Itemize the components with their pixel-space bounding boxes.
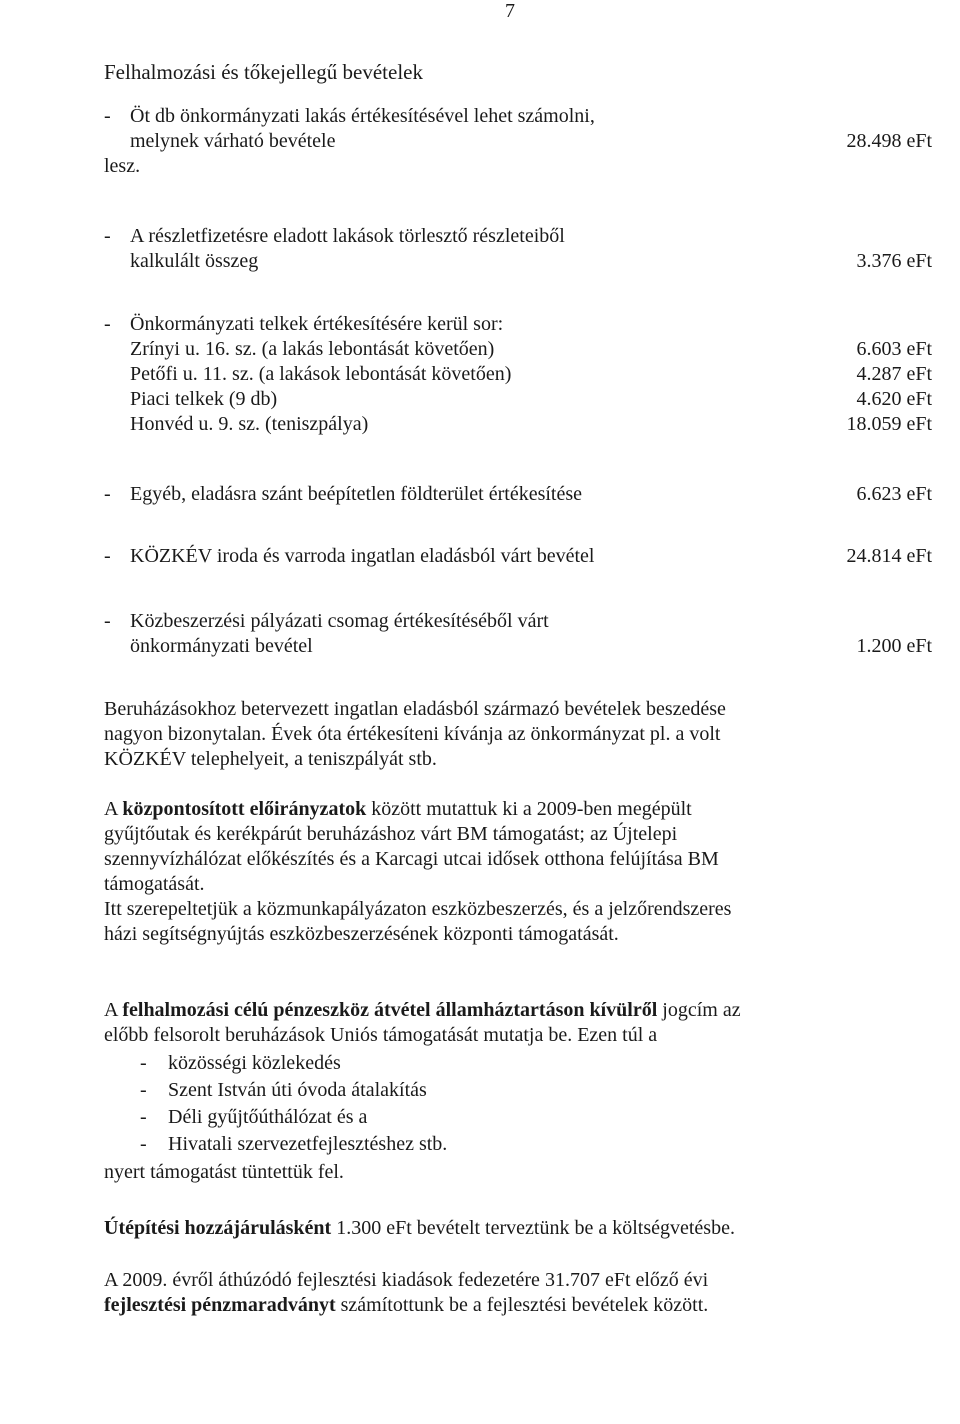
list-item <box>104 544 932 569</box>
list-item: - közösségi közlekedés <box>140 1052 341 1074</box>
list-item <box>104 482 932 507</box>
sub-item-amount: 4.287 eFt <box>856 363 932 385</box>
item-text: Öt db önkormányzati lakás értékesítésével lehet számolni, melynek várható bevétele <box>130 105 595 152</box>
bullet-dash: - <box>104 483 111 505</box>
item-text: KÖZKÉV iroda és varroda ingatlan eladásból várt bevétel <box>130 545 595 567</box>
item-text: Egyéb, eladásra szánt beépítetlen földterület értékesítése <box>130 483 583 505</box>
bold-term: központosított előirányzatok <box>122 798 367 820</box>
paragraph-tail: nyert támogatást tüntettük fel. <box>104 1161 344 1183</box>
bullet-dash: - <box>104 545 111 567</box>
paragraph: A központosított előirányzatok között mutattuk ki a 2009-ben megépült gyűjtőutak és kerékpárút beruházáshoz várt BM támogatást; az Újtelepi szennyvízhálózat előkészítés és a Karcagi utcai idősek otthona felújítása BM támogatását. Itt szerepeltetjük a közmunkapályázaton eszközbeszerzés, és a jelzőrendszeres házi segítségnyújtás eszközbeszerzésének központi támogatását. <box>104 798 732 945</box>
sub-item-text: Piaci telkek (9 db) <box>130 388 278 410</box>
item-amount: 3.376 eFt <box>856 250 932 272</box>
item-intro: Önkormányzati telkek értékesítésére kerül sor: <box>130 313 504 335</box>
page-number: 7 <box>505 0 515 22</box>
list-item <box>104 312 932 437</box>
sub-item-amount: 4.620 eFt <box>856 388 932 410</box>
item-amount: 28.498 eFt <box>846 130 932 152</box>
paragraph: Beruházásokhoz betervezett ingatlan eladásból származó bevételek beszedése nagyon bizonytalan. Évek óta értékesíteni kívánja az önkormányzat pl. a volt KÖZKÉV telephelyeit, a teniszpályát stb. <box>104 698 726 770</box>
sub-item-text: Zrínyi u. 16. sz. (a lakás lebontását követően) <box>130 338 495 360</box>
list-item: - Szent István úti óvoda átalakítás <box>140 1079 427 1101</box>
bullet-dash: - <box>104 105 111 127</box>
item-amount: 6.623 eFt <box>856 483 932 505</box>
sub-item-text: Honvéd u. 9. sz. (teniszpálya) <box>130 413 369 435</box>
sub-item-amount: 6.603 eFt <box>856 338 932 360</box>
item-amount: 1.200 eFt <box>856 635 932 657</box>
item-text: A részletfizetésre eladott lakások törlesztő részleteiből kalkulált összeg <box>130 225 565 272</box>
bullet-dash: - <box>104 225 111 247</box>
bold-term: Útépítési hozzájárulásként <box>104 1217 332 1239</box>
bold-term: fejlesztési pénzmaradványt <box>104 1294 336 1316</box>
bold-term: felhalmozási célú pénzeszköz átvétel államháztartáson kívülről <box>122 999 658 1021</box>
item-amount: 24.814 eFt <box>846 545 932 567</box>
sub-item-text: Petőfi u. 11. sz. (a lakások lebontását követően) <box>130 363 512 385</box>
bullet-dash: - <box>104 313 111 335</box>
list-item: - Déli gyűjtőúthálózat és a <box>140 1106 368 1128</box>
section-heading: Felhalmozási és tőkejellegű bevételek <box>104 60 423 84</box>
bullet-list <box>104 1050 930 1158</box>
item-text-tail: lesz. <box>104 155 141 177</box>
paragraph: A felhalmozási célú pénzeszköz átvétel államháztartáson kívülről jogcím az előbb felsorolt beruházások Uniós támogatását mutatja be. Ezen túl a <box>104 999 741 1046</box>
sub-item-amount: 18.059 eFt <box>846 413 932 435</box>
paragraph: Útépítési hozzájárulásként 1.300 eFt bevételt terveztünk be a költségvetésbe. <box>104 1217 735 1239</box>
bullet-dash: - <box>104 610 111 632</box>
item-text: Közbeszerzési pályázati csomag értékesítéséből várt önkormányzati bevétel <box>130 610 549 657</box>
list-item <box>104 224 932 274</box>
list-item <box>104 104 932 179</box>
paragraph: A 2009. évről áthúzódó fejlesztési kiadások fedezetére 31.707 eFt előző évi fejlesztési pénzmaradványt számítottunk be a fejlesztési bevételek között. <box>104 1269 709 1316</box>
list-item: - Hivatali szervezetfejlesztéshez stb. <box>140 1133 448 1155</box>
list-item <box>104 609 932 659</box>
